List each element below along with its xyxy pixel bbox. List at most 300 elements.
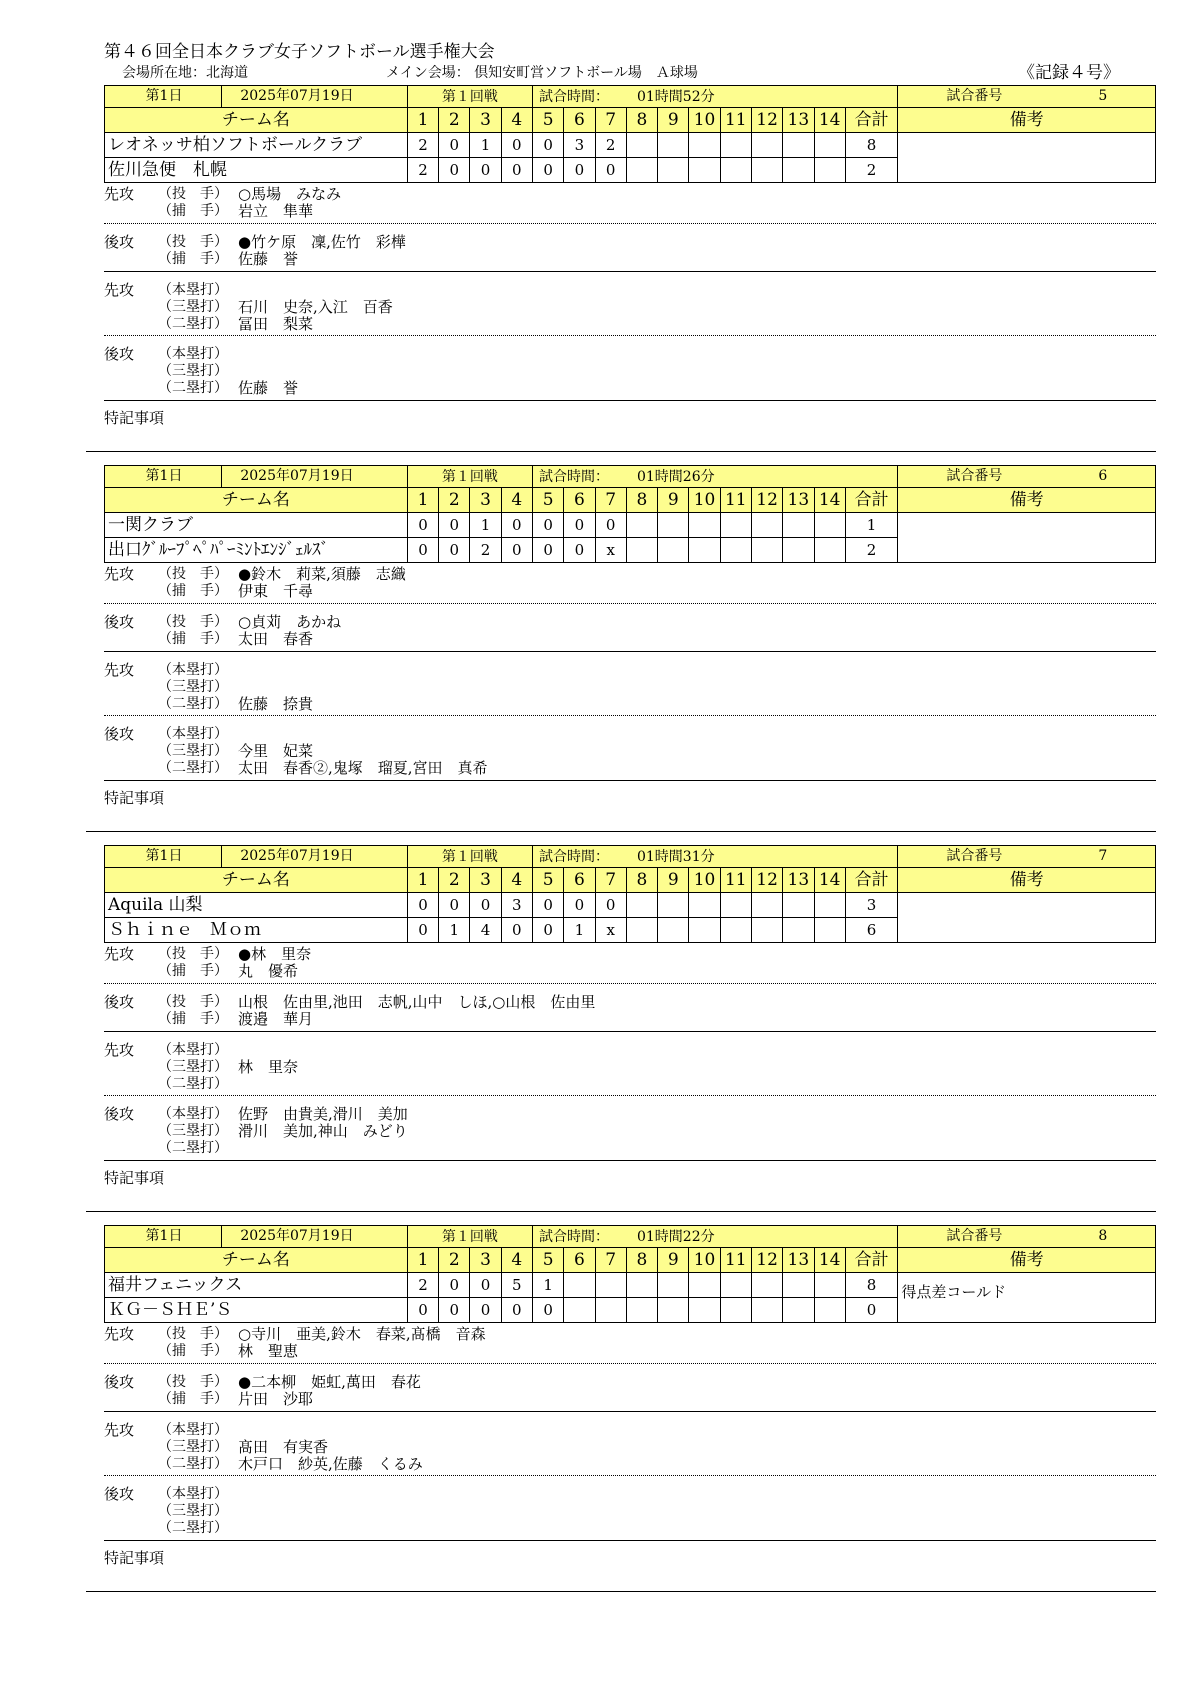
inning-score <box>814 133 845 158</box>
notes-label: 特記事項 <box>104 1169 165 1187</box>
batting-order-label: 先攻 <box>104 1421 135 1439</box>
record-label: （本塁打） <box>158 1422 228 1438</box>
batting-order-label: 後攻 <box>104 725 135 743</box>
inning-score: 4 <box>470 918 501 943</box>
total-header: 合計 <box>845 1248 898 1273</box>
game-round: 第１回戦 <box>407 86 532 108</box>
game-number-label: 試合番号 <box>946 848 1003 864</box>
inning-score: 0 <box>439 538 470 563</box>
record-value: 伊東 千尋 <box>238 582 314 600</box>
inning-score: 0 <box>407 513 438 538</box>
inning-score: 0 <box>595 893 626 918</box>
inning-header: 13 <box>783 108 814 133</box>
score-table <box>104 845 1156 943</box>
record-label: （投 手） <box>158 186 228 202</box>
game-separator <box>86 451 1156 452</box>
notes-label: 特記事項 <box>104 1549 165 1567</box>
inning-header: 1 <box>407 108 438 133</box>
game-day: 第1日 <box>145 1228 183 1244</box>
game-day: 第1日 <box>145 848 183 864</box>
game-number-label: 試合番号 <box>946 88 1003 104</box>
record-value: ○寺川 亜美,鈴木 春菜,髙橋 音森 <box>238 1325 486 1343</box>
inning-score: 0 <box>532 158 563 183</box>
game-duration: 01時間31分 <box>636 848 715 865</box>
batting-order-label: 先攻 <box>104 185 135 203</box>
inning-score <box>814 1298 845 1323</box>
score-header-row <box>105 488 1156 513</box>
remarks-header: 備考 <box>898 488 1156 513</box>
inning-score: 0 <box>501 158 532 183</box>
inning-header: 12 <box>751 108 782 133</box>
team-name: 出口ｸﾞﾙｰﾌﾟﾍﾟﾊﾟｰﾐﾝﾄｴﾝｼﾞｪﾙｽﾞ <box>105 538 408 563</box>
notes-label: 特記事項 <box>104 789 165 807</box>
team-name-header: チーム名 <box>105 1248 408 1273</box>
inning-header: 4 <box>501 1248 532 1273</box>
inning-score <box>751 158 782 183</box>
record-label: （二塁打） <box>158 760 228 776</box>
inning-score <box>751 1273 782 1298</box>
inning-score <box>626 513 657 538</box>
inning-score <box>783 1273 814 1298</box>
inning-score: 0 <box>439 893 470 918</box>
record-label: （三塁打） <box>158 679 228 695</box>
inning-score: 0 <box>470 1273 501 1298</box>
game-separator <box>86 831 1156 832</box>
game-date: 2025年07月19日 <box>221 466 372 487</box>
inning-score: 0 <box>439 1298 470 1323</box>
total-header: 合計 <box>845 868 898 893</box>
team-row <box>105 1273 1156 1298</box>
game-info-row <box>105 86 1156 108</box>
inning-score <box>626 918 657 943</box>
inning-header: 4 <box>501 868 532 893</box>
remarks-header: 備考 <box>898 1248 1156 1273</box>
inning-header: 3 <box>470 108 501 133</box>
team-row <box>105 893 1156 918</box>
inning-score <box>689 133 720 158</box>
game-remark <box>898 513 1156 563</box>
inning-header: 6 <box>564 488 595 513</box>
record-value: 渡邉 華月 <box>238 1010 314 1028</box>
game-remark: 得点差コールド <box>898 1273 1156 1323</box>
inning-score <box>783 538 814 563</box>
record-value: 冨田 梨菜 <box>238 315 314 333</box>
inning-score: 0 <box>532 918 563 943</box>
game-record <box>104 1225 1156 1595</box>
inning-header: 2 <box>439 868 470 893</box>
team-name: 一関クラブ <box>105 513 408 538</box>
inning-header: 3 <box>470 488 501 513</box>
inning-header: 10 <box>689 1248 720 1273</box>
inning-header: 13 <box>783 1248 814 1273</box>
inning-score <box>689 538 720 563</box>
game-date: 2025年07月19日 <box>221 846 372 867</box>
inning-score: 0 <box>532 538 563 563</box>
record-value: 丸 優希 <box>238 962 299 980</box>
inning-header: 11 <box>720 868 751 893</box>
record-label: （捕 手） <box>158 1343 228 1359</box>
team-total: 6 <box>845 918 898 943</box>
inning-score <box>814 1273 845 1298</box>
inning-header: 14 <box>814 1248 845 1273</box>
inning-score: 0 <box>470 158 501 183</box>
record-label: （投 手） <box>158 566 228 582</box>
section-divider <box>104 1411 1156 1412</box>
record-label: （本塁打） <box>158 726 228 742</box>
inning-score: 0 <box>407 1298 438 1323</box>
record-label: （捕 手） <box>158 203 228 219</box>
inning-score: 3 <box>501 893 532 918</box>
game-info-row <box>105 1226 1156 1248</box>
game-number: 5 <box>1098 88 1108 104</box>
inning-header: 3 <box>470 1248 501 1273</box>
inning-score <box>751 538 782 563</box>
inning-score: 2 <box>407 133 438 158</box>
inning-header: 12 <box>751 868 782 893</box>
record-label: （三塁打） <box>158 1439 228 1455</box>
inning-header: 10 <box>689 488 720 513</box>
record-value: 佐野 由貴美,滑川 美加 <box>238 1105 408 1123</box>
inning-score <box>783 158 814 183</box>
game-number-label: 試合番号 <box>946 1228 1003 1244</box>
team-total: 2 <box>845 538 898 563</box>
record-label: （三塁打） <box>158 363 228 379</box>
record-label: （二塁打） <box>158 1076 228 1092</box>
record-label: （本塁打） <box>158 346 228 362</box>
dotted-divider <box>104 983 1156 984</box>
inning-score: 0 <box>532 1298 563 1323</box>
record-label: （捕 手） <box>158 1011 228 1027</box>
inning-score: 1 <box>532 1273 563 1298</box>
inning-header: 6 <box>564 868 595 893</box>
inning-score <box>658 1298 689 1323</box>
record-value: 林 聖恵 <box>238 1342 299 1360</box>
inning-score <box>783 918 814 943</box>
record-value: 岩立 隼華 <box>238 202 314 220</box>
inning-header: 14 <box>814 488 845 513</box>
inning-header: 9 <box>658 488 689 513</box>
game-record <box>104 845 1156 1215</box>
game-number: 7 <box>1098 848 1108 864</box>
game-remark <box>898 893 1156 943</box>
game-date: 2025年07月19日 <box>221 86 372 107</box>
inning-score <box>720 513 751 538</box>
team-name: 福井フェニックス <box>105 1273 408 1298</box>
record-label: （投 手） <box>158 234 228 250</box>
game-duration: 01時間26分 <box>636 468 715 485</box>
game-remark <box>898 133 1156 183</box>
inning-header: 3 <box>470 868 501 893</box>
inning-header: 11 <box>720 1248 751 1273</box>
record-value: 太田 春香②,鬼塚 瑠夏,宮田 真希 <box>238 759 488 777</box>
team-name-header: チーム名 <box>105 108 408 133</box>
batting-order-label: 先攻 <box>104 945 135 963</box>
batting-order-label: 後攻 <box>104 613 135 631</box>
inning-header: 10 <box>689 108 720 133</box>
inning-header: 14 <box>814 868 845 893</box>
game-round: 第１回戦 <box>407 466 532 488</box>
score-table <box>104 1225 1156 1323</box>
game-info-row <box>105 846 1156 868</box>
inning-header: 6 <box>564 108 595 133</box>
game-date: 2025年07月19日 <box>221 1226 372 1247</box>
record-label: （二塁打） <box>158 696 228 712</box>
score-header-row <box>105 108 1156 133</box>
inning-header: 5 <box>532 868 563 893</box>
inning-score <box>814 513 845 538</box>
inning-header: 2 <box>439 1248 470 1273</box>
score-table <box>104 85 1156 183</box>
inning-score: 0 <box>501 133 532 158</box>
inning-header: 7 <box>595 1248 626 1273</box>
record-label: （投 手） <box>158 994 228 1010</box>
inning-score <box>814 158 845 183</box>
remarks-header: 備考 <box>898 108 1156 133</box>
inning-header: 8 <box>626 488 657 513</box>
inning-header: 1 <box>407 488 438 513</box>
inning-score <box>658 158 689 183</box>
inning-score <box>689 158 720 183</box>
record-label: （本塁打） <box>158 662 228 678</box>
inning-score: 0 <box>470 1298 501 1323</box>
inning-header: 9 <box>658 1248 689 1273</box>
inning-score <box>751 1298 782 1323</box>
notes-label: 特記事項 <box>104 409 165 427</box>
inning-score: 0 <box>439 513 470 538</box>
game-number: 8 <box>1098 1228 1108 1244</box>
inning-score: 1 <box>470 133 501 158</box>
team-name-header: チーム名 <box>105 868 408 893</box>
record-label: （本塁打） <box>158 1042 228 1058</box>
game-number: 6 <box>1098 468 1108 484</box>
record-label: （捕 手） <box>158 631 228 647</box>
score-table <box>104 465 1156 563</box>
team-name: Ｓｈｉｎｅ Ｍｏｍ <box>105 918 408 943</box>
batting-order-label: 先攻 <box>104 1325 135 1343</box>
record-number: 《記録４号》 <box>1018 63 1120 83</box>
team-name: レオネッサ柏ソフトボールクラブ <box>105 133 408 158</box>
team-total: 0 <box>845 1298 898 1323</box>
record-label: （捕 手） <box>158 583 228 599</box>
record-label: （本塁打） <box>158 1106 228 1122</box>
score-header-row <box>105 868 1156 893</box>
inning-score: 0 <box>595 513 626 538</box>
total-header: 合計 <box>845 488 898 513</box>
game-duration: 01時間22分 <box>636 1228 715 1245</box>
batting-order-label: 先攻 <box>104 281 135 299</box>
inning-score <box>783 1298 814 1323</box>
inning-header: 8 <box>626 1248 657 1273</box>
inning-header: 1 <box>407 868 438 893</box>
game-separator <box>86 1591 1156 1592</box>
inning-score <box>658 513 689 538</box>
section-divider <box>104 1160 1156 1161</box>
record-value: 木戸口 紗英,佐藤 くるみ <box>238 1455 423 1473</box>
record-label: （捕 手） <box>158 1391 228 1407</box>
inning-score <box>720 133 751 158</box>
inning-score <box>751 133 782 158</box>
record-label: （三塁打） <box>158 1123 228 1139</box>
dotted-divider <box>104 1475 1156 1476</box>
batting-order-label: 先攻 <box>104 1041 135 1059</box>
total-header: 合計 <box>845 108 898 133</box>
record-value: 片田 沙耶 <box>238 1390 314 1408</box>
batting-order-label: 後攻 <box>104 1373 135 1391</box>
section-divider <box>104 1031 1156 1032</box>
inning-header: 6 <box>564 1248 595 1273</box>
team-total: 3 <box>845 893 898 918</box>
record-value: 林 里奈 <box>238 1058 299 1076</box>
game-day: 第1日 <box>145 88 183 104</box>
inning-score <box>751 893 782 918</box>
team-row <box>105 513 1156 538</box>
inning-header: 5 <box>532 108 563 133</box>
inning-score: 0 <box>501 538 532 563</box>
game-record <box>104 85 1156 455</box>
inning-score <box>689 1298 720 1323</box>
record-label: （二塁打） <box>158 380 228 396</box>
inning-score <box>564 1298 595 1323</box>
game-time-label: 試合時間： <box>538 468 609 485</box>
record-value: 佐藤 誉 <box>238 379 299 397</box>
game-time-label: 試合時間： <box>538 1228 609 1245</box>
record-value: 滑川 美加,神山 みどり <box>238 1122 408 1140</box>
inning-header: 7 <box>595 488 626 513</box>
inning-header: 11 <box>720 108 751 133</box>
inning-score <box>658 1273 689 1298</box>
game-time-label: 試合時間： <box>538 88 609 105</box>
tournament-title: 第４６回全日本クラブ女子ソフトボール選手権大会 <box>104 42 495 62</box>
dotted-divider <box>104 335 1156 336</box>
inning-score <box>595 1298 626 1323</box>
record-value: ○貞苅 あかね <box>238 613 342 631</box>
batting-order-label: 後攻 <box>104 345 135 363</box>
inning-score: 0 <box>501 513 532 538</box>
dotted-divider <box>104 603 1156 604</box>
game-info-row <box>105 466 1156 488</box>
inning-header: 7 <box>595 108 626 133</box>
inning-score <box>751 513 782 538</box>
record-value: 太田 春香 <box>238 630 314 648</box>
inning-score: 0 <box>501 918 532 943</box>
dotted-divider <box>104 715 1156 716</box>
inning-score <box>564 1273 595 1298</box>
inning-header: 2 <box>439 108 470 133</box>
inning-score: 0 <box>564 893 595 918</box>
inning-header: 1 <box>407 1248 438 1273</box>
inning-header: 5 <box>532 488 563 513</box>
record-value: 石川 史奈,入江 百香 <box>238 298 393 316</box>
batting-order-label: 先攻 <box>104 565 135 583</box>
inning-score <box>689 513 720 538</box>
inning-score: 1 <box>470 513 501 538</box>
dotted-divider <box>104 223 1156 224</box>
main-venue: メイン会場： 倶知安町営ソフトボール場 Ａ球場 <box>386 65 698 81</box>
record-label: （三塁打） <box>158 743 228 759</box>
inning-header: 8 <box>626 108 657 133</box>
inning-score <box>720 1273 751 1298</box>
inning-score <box>783 133 814 158</box>
inning-score: 0 <box>532 513 563 538</box>
record-label: （本塁打） <box>158 1486 228 1502</box>
record-label: （投 手） <box>158 614 228 630</box>
score-header-row <box>105 1248 1156 1273</box>
inning-header: 2 <box>439 488 470 513</box>
inning-score: 0 <box>439 158 470 183</box>
record-label: （三塁打） <box>158 1503 228 1519</box>
game-record <box>104 465 1156 835</box>
inning-score <box>783 513 814 538</box>
inning-score: 2 <box>407 1273 438 1298</box>
team-total: 2 <box>845 158 898 183</box>
inning-header: 9 <box>658 868 689 893</box>
record-value: 佐藤 捺貴 <box>238 695 314 713</box>
dotted-divider <box>104 1363 1156 1364</box>
inning-score <box>720 918 751 943</box>
dotted-divider <box>104 1095 1156 1096</box>
game-number-label: 試合番号 <box>946 468 1003 484</box>
batting-order-label: 後攻 <box>104 233 135 251</box>
inning-score: 0 <box>595 158 626 183</box>
record-label: （二塁打） <box>158 316 228 332</box>
inning-score <box>689 1273 720 1298</box>
inning-score: 0 <box>439 133 470 158</box>
inning-score: 2 <box>407 158 438 183</box>
inning-header: 12 <box>751 1248 782 1273</box>
inning-header: 13 <box>783 868 814 893</box>
inning-header: 12 <box>751 488 782 513</box>
record-value: ●林 里奈 <box>238 945 312 963</box>
inning-header: 9 <box>658 108 689 133</box>
inning-score: 0 <box>532 893 563 918</box>
inning-score <box>814 893 845 918</box>
inning-score <box>720 158 751 183</box>
inning-score <box>658 538 689 563</box>
inning-header: 4 <box>501 488 532 513</box>
inning-score <box>658 893 689 918</box>
record-label: （三塁打） <box>158 299 228 315</box>
inning-score <box>626 538 657 563</box>
inning-score <box>658 133 689 158</box>
inning-score: 0 <box>532 133 563 158</box>
inning-score: 2 <box>470 538 501 563</box>
record-value: 山根 佐由里,池田 志帆,山中 しほ,○山根 佐由里 <box>238 993 596 1011</box>
record-label: （投 手） <box>158 1374 228 1390</box>
inning-score <box>720 538 751 563</box>
inning-score <box>814 538 845 563</box>
team-name: ＫＧ－ＳＨＥ’Ｓ <box>105 1298 408 1323</box>
record-value: ○馬場 みなみ <box>238 185 342 203</box>
record-label: （二塁打） <box>158 1520 228 1536</box>
record-value: 佐藤 誉 <box>238 250 299 268</box>
inning-score <box>626 158 657 183</box>
inning-score <box>689 918 720 943</box>
inning-score: x <box>595 918 626 943</box>
inning-score: 1 <box>439 918 470 943</box>
team-name-header: チーム名 <box>105 488 408 513</box>
batting-order-label: 後攻 <box>104 1105 135 1123</box>
inning-header: 13 <box>783 488 814 513</box>
game-round: 第１回戦 <box>407 846 532 868</box>
section-divider <box>104 271 1156 272</box>
record-value: ●二本柳 姫虹,萬田 春花 <box>238 1373 421 1391</box>
record-label: （捕 手） <box>158 251 228 267</box>
record-label: （二塁打） <box>158 1140 228 1156</box>
inning-score <box>689 893 720 918</box>
team-total: 1 <box>845 513 898 538</box>
inning-header: 10 <box>689 868 720 893</box>
inning-score <box>626 133 657 158</box>
